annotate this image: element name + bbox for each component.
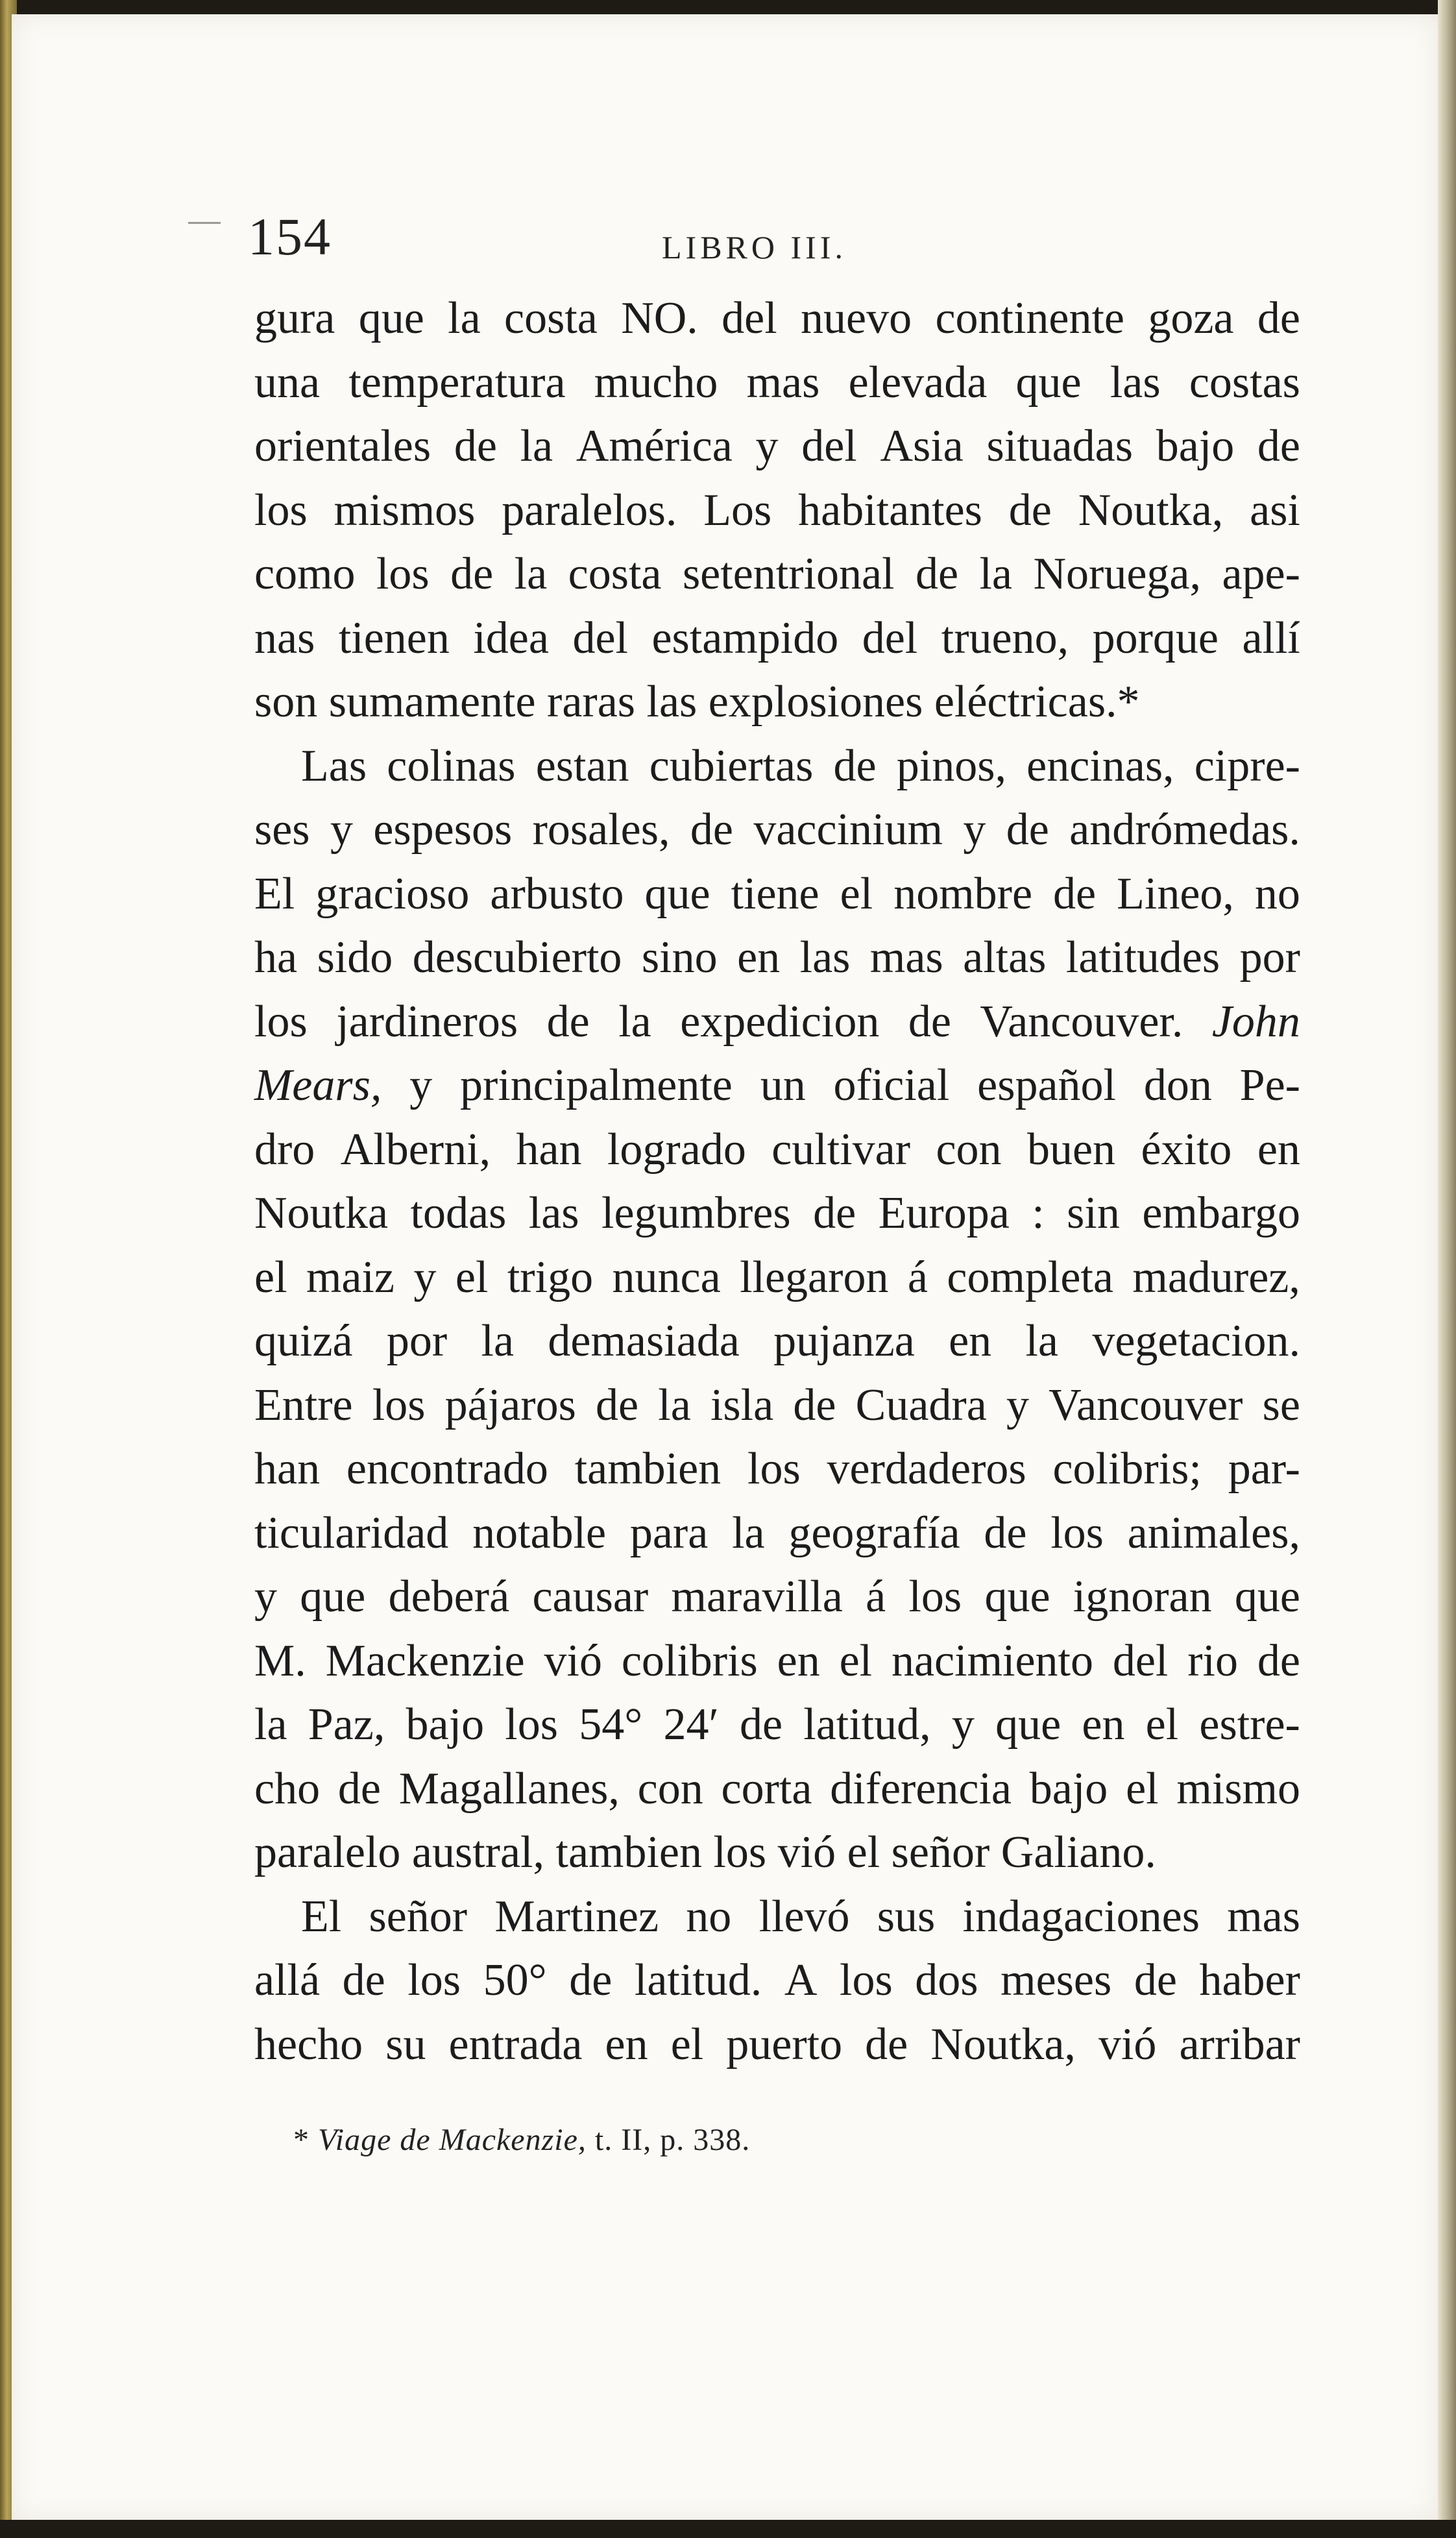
word: de [569,1955,613,2005]
word: deberá [388,1572,510,1622]
page-number: 154 [248,207,332,266]
word: allá [254,1955,321,2005]
word: todas [410,1188,507,1238]
word: éxito [1141,1124,1232,1175]
word: hecho [254,2019,363,2069]
word: nombre [893,868,1033,919]
word: los [505,1700,558,1750]
word: y [963,805,986,855]
word: Pe- [1239,1060,1300,1110]
word: verdaderos [827,1444,1026,1494]
text-line [254,798,1300,862]
word: El [301,1891,342,1942]
word: por [1239,933,1300,982]
text-line [254,607,1300,671]
word: vaccinium [753,805,943,855]
word: meses [1001,1955,1112,2005]
text-line [254,926,1300,990]
word: altas [963,933,1047,982]
word: su [385,2019,426,2069]
word: una [254,357,321,408]
word: legumbres [601,1188,791,1238]
word: arribar [1179,2019,1300,2069]
word: entrada [448,2019,583,2069]
text-line [254,1502,1300,1566]
word: que [358,293,424,343]
word: Paz, [308,1700,385,1750]
word: las [799,933,851,982]
word: principalmente [460,1060,733,1110]
word: el [840,868,873,919]
word: nuevo [801,293,912,343]
word: han [254,1444,321,1494]
word: expedicion [680,996,880,1047]
text-line: paralelo austral, tambien los vió el señor Galiano. [254,1827,1156,1877]
word: la [448,293,481,343]
word: latitudes [1065,933,1220,982]
word: y [409,1060,433,1110]
word: Noutka, [1078,485,1224,535]
word: porque [1092,613,1219,663]
word: demasiada [548,1316,740,1366]
word: de [1006,805,1049,855]
word: bajo [1029,1763,1108,1814]
word: rio [1187,1635,1239,1686]
word: vió [544,1635,602,1686]
word: espesos [373,805,513,855]
word: par- [1228,1444,1300,1494]
word: John [1211,996,1300,1047]
word: arbusto [490,868,624,919]
text-line [254,1182,1300,1246]
word: A [784,1955,818,2005]
word: la [618,996,651,1047]
word: ticularidad [254,1507,449,1558]
word: un [760,1060,806,1110]
word: asi [1250,485,1300,535]
footnote [293,2122,750,2158]
word: sin [1067,1188,1120,1238]
word: costa [504,293,598,343]
word: costa [568,549,662,599]
word: la [979,549,1013,599]
word: de [690,805,733,855]
word: puerto [726,2019,843,2069]
word: nacimiento [891,1635,1093,1686]
word: América [576,421,733,471]
word: goza [1148,293,1234,343]
word: cipre- [1194,740,1300,791]
word: del [801,421,857,471]
word: vió [1098,2019,1157,2069]
word: maiz [306,1252,395,1302]
footnote-reference: t. II, p. 338. [594,2123,751,2157]
word: rosales, [532,805,670,855]
word: tiene [731,868,819,919]
word: la [481,1316,515,1366]
word: estampido [651,613,839,663]
word: sido [317,933,393,982]
word: mucho [594,357,718,408]
word: llevó [758,1891,850,1942]
word: Lineo, [1117,868,1234,919]
word: mismo [1176,1763,1300,1814]
word: quizá [254,1316,353,1366]
word: y [1006,1380,1029,1430]
word: las [1110,357,1161,408]
word: que [1015,357,1082,408]
text-line [254,735,1300,799]
top-page-edge [0,0,1456,14]
word: Los [703,485,772,535]
word: el [1145,1700,1179,1750]
text-line [254,415,1300,479]
text-line [254,1310,1300,1374]
word: que [995,1700,1062,1750]
word: Noutka, [930,2019,1076,2069]
word: de [454,421,497,471]
word: por [386,1316,448,1366]
text-line [254,1437,1300,1502]
text-line [254,543,1300,607]
word: los [376,549,430,599]
word: mas [746,357,820,408]
word: con [936,1124,1002,1175]
word: la [732,1507,765,1558]
word: las [528,1188,579,1238]
word: cubiertas [649,740,814,791]
word: de [1257,421,1300,471]
word: que [644,868,710,919]
word: vegetacion. [1092,1316,1300,1366]
word: mismos [334,485,476,535]
word: han [516,1124,582,1175]
text-line [254,351,1300,415]
word: á [866,1572,886,1622]
word: del [862,613,918,663]
word: de [984,1507,1027,1558]
word: latitud. [634,1955,762,2005]
word: la [254,1700,287,1750]
word: : [1032,1188,1045,1238]
word: la [520,421,553,471]
footnote-title: Viage de Mackenzie, [318,2123,587,2157]
word: en [777,1635,820,1686]
word: maravilla [671,1572,843,1622]
word: 24′ [663,1700,719,1750]
text-line: son sumamente raras las explosiones eléctricas.* [254,677,1140,727]
text-line [254,1757,1300,1822]
word: la [1025,1316,1058,1366]
word: del [722,293,777,343]
word: idea [473,613,549,663]
word: Mackenzie [325,1635,525,1686]
word: de [1257,1635,1300,1686]
word: ape- [1222,549,1300,599]
word: descubierto [412,933,622,982]
word: temperatura [348,357,566,408]
text-line [254,1118,1300,1182]
bottom-page-edge [0,2520,1456,2538]
word: notable [472,1507,607,1558]
word: indagaciones [962,1891,1200,1942]
word: paralelos. [502,485,677,535]
word: como [254,549,356,599]
word: de [739,1700,783,1750]
word: continente [935,293,1125,343]
word: que [300,1572,366,1622]
word: de [342,1955,385,2005]
word: geografía [788,1507,960,1558]
word: Las [301,740,367,791]
text-line [254,1629,1300,1694]
word: pinos, [896,740,1006,791]
word: dro [254,1124,315,1175]
word: de [1257,293,1300,343]
word: señor [369,1891,468,1942]
word: dos [915,1955,978,2005]
word: embargo [1142,1188,1300,1238]
word: cultivar [771,1124,911,1175]
word: nunca [612,1252,721,1302]
word: don [1143,1060,1212,1110]
running-head: LIBRO III. [662,229,847,265]
word: en [737,933,781,982]
word: tienen [338,613,450,663]
word: sus [877,1891,936,1942]
word: los [908,1572,962,1622]
word: latitud, [803,1700,931,1750]
word: elevada [848,357,988,408]
word: los [1050,1507,1104,1558]
word: en [949,1316,992,1366]
text-line [254,1565,1300,1629]
text-line [254,990,1300,1055]
word: ses [254,805,310,855]
word: y [330,805,353,855]
word: mas [869,933,943,982]
word: de [546,996,590,1047]
body-text [254,287,1300,2077]
word: en [1082,1700,1125,1750]
word: el [1126,1763,1159,1814]
text-line [254,2013,1300,2077]
word: isla [710,1380,774,1430]
word: el [839,1635,873,1686]
word: M. [254,1635,306,1686]
word: los [254,996,308,1047]
word: encontrado [346,1444,548,1494]
word: pájaros [444,1380,576,1430]
word: colinas [387,740,516,791]
word: gracioso [315,868,470,919]
word: de [793,1380,836,1430]
word: en [605,2019,648,2069]
word: cho [254,1763,321,1814]
text-line [254,1374,1300,1438]
word: trigo [507,1252,594,1302]
word: no [686,1891,732,1942]
word: el [455,1252,489,1302]
word: de [833,740,877,791]
word: orientales [254,421,431,471]
word: los [747,1444,801,1494]
word: Entre [254,1380,353,1430]
word: que [984,1572,1050,1622]
word: ha [254,933,298,982]
word: de [1008,485,1052,535]
word: 50° [483,1955,547,2005]
word: no [1254,868,1300,919]
word: bajo [406,1700,485,1750]
word: 54° [579,1700,643,1750]
word: situadas [986,421,1133,471]
word: oficial [833,1060,950,1110]
word: y [755,421,779,471]
word: á [907,1252,928,1302]
word: allí [1242,613,1300,663]
word: trueno, [941,613,1069,663]
right-page-edge [1438,0,1456,2538]
word: la [658,1380,691,1430]
word: gura [254,293,335,343]
word: colibris; [1052,1444,1202,1494]
word: de [596,1380,639,1430]
word: tambien [574,1444,722,1494]
footnote-marker: * [293,2123,309,2157]
word: Europa [878,1188,1010,1238]
word: del [1112,1635,1169,1686]
word: Asia [880,421,964,471]
text-line [254,1885,1300,1949]
word: completa [947,1252,1113,1302]
word: de [865,2019,908,2069]
word: buen [1026,1124,1116,1175]
text-line [254,1693,1300,1757]
word: de [337,1763,381,1814]
word: corta [721,1763,812,1814]
word: del [572,613,628,663]
word: Martinez [494,1891,659,1942]
word: Mears, [254,1060,382,1110]
word: colibris [621,1635,758,1686]
word: para [629,1507,709,1558]
word: andrómedas. [1069,805,1300,855]
word: llegaron [740,1252,889,1302]
word: madurez, [1132,1252,1300,1302]
word: y [951,1700,975,1750]
word: y [254,1572,277,1622]
text-line [254,1054,1300,1118]
word: los [254,485,308,535]
word: setentrional [682,549,895,599]
word: el [670,2019,704,2069]
word: los [840,1955,893,2005]
word: habitantes [798,485,982,535]
word: se [1262,1380,1300,1430]
text-line [254,479,1300,543]
word: la [514,549,548,599]
word: con [637,1763,703,1814]
word: El [254,868,295,919]
word: Noutka [254,1188,389,1238]
word: Cuadra [855,1380,987,1430]
word: nas [254,613,315,663]
word: de [1134,1955,1177,2005]
word: español [977,1060,1116,1110]
margin-mark [188,222,221,224]
word: de [450,549,494,599]
word: animales, [1127,1507,1300,1558]
word: ignoran [1073,1572,1212,1622]
word: de [908,996,951,1047]
text-line [254,1246,1300,1310]
word: de [915,549,959,599]
word: de [1053,868,1097,919]
text-line [254,1949,1300,2013]
word: mas [1227,1891,1300,1942]
word: en [1257,1124,1300,1175]
word: NO. [621,293,698,343]
word: Vancouver [1049,1380,1243,1430]
word: los [407,1955,461,2005]
word: Alberni, [340,1124,491,1175]
text-line [254,862,1300,927]
word: el [254,1252,287,1302]
word: estan [535,740,629,791]
word: Vancouver. [980,996,1183,1047]
word: costas [1189,357,1300,408]
word: bajo [1156,421,1235,471]
word: haber [1199,1955,1300,2005]
word: que [1234,1572,1300,1622]
word: jardineros [336,996,518,1047]
word: estre- [1199,1700,1300,1750]
word: sino [641,933,718,982]
word: diferencia [830,1763,1012,1814]
word: de [813,1188,856,1238]
word: Magallanes, [398,1763,620,1814]
text-line [254,287,1300,351]
word: pujanza [773,1316,915,1366]
word: y [413,1252,437,1302]
word: Noruega, [1033,549,1201,599]
word: causar [532,1572,649,1622]
word: los [372,1380,426,1430]
word: encinas, [1026,740,1174,791]
word: logrado [607,1124,746,1175]
